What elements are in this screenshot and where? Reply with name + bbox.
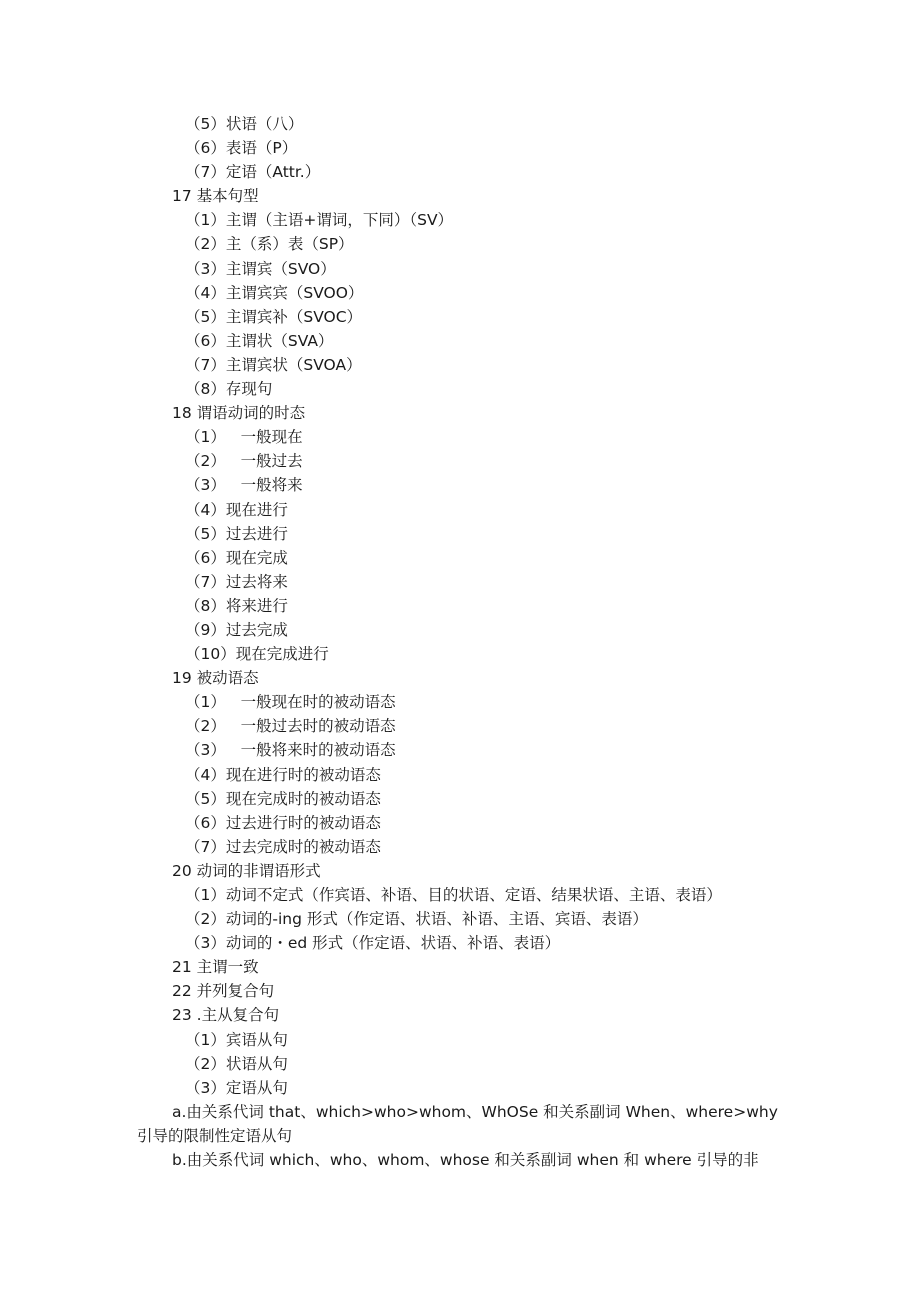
- list-item: （10）现在完成进行: [185, 645, 329, 664]
- list-item: （1） 一般现在: [185, 428, 303, 447]
- section-heading: 20 动词的非谓语形式: [172, 861, 321, 880]
- list-item: （3） 一般将来时的被动语态: [185, 741, 396, 760]
- list-item: （2） 一般过去: [185, 452, 303, 471]
- paragraph-line: a.由关系代词 that、which>who>whom、WhOSe 和关系副词 When、where>why: [172, 1102, 778, 1121]
- list-item: （7）定语（Attr.）: [185, 163, 321, 182]
- list-item: （5）状语（八）: [185, 115, 304, 133]
- list-item: （2）状语从句: [185, 1054, 288, 1073]
- list-item: （4）现在进行: [185, 500, 288, 519]
- list-item: （5）过去进行: [185, 524, 288, 543]
- paragraph-line: b.由关系代词 which、who、whom、whose 和关系副词 when 和 where 引导的非: [172, 1151, 759, 1170]
- paragraph-line: 引导的限制性定语从句: [137, 1126, 293, 1145]
- list-item: （5）现在完成时的被动语态: [185, 789, 381, 808]
- section-heading: 18 谓语动词的时态: [172, 404, 306, 423]
- list-item: （3）主谓宾（SVO）: [185, 259, 336, 278]
- list-item: （6）表语（P）: [185, 139, 298, 158]
- list-item: （6）现在完成: [185, 548, 288, 567]
- section-heading: 21 主谓一致: [172, 958, 259, 977]
- document-page: [0, 112, 920, 1172]
- list-item: （4）现在进行时的被动语态: [185, 765, 381, 784]
- list-item: （1）宾语从句: [185, 1030, 288, 1049]
- list-item: （2）动词的-ing 形式（作定语、状语、补语、主语、宾语、表语）: [185, 910, 648, 929]
- list-item: （8）存现句: [185, 380, 273, 399]
- list-item: （4）主谓宾宾（SVOO）: [185, 283, 364, 302]
- list-item: （3）定语从句: [185, 1078, 288, 1097]
- list-item: （7）过去完成时的被动语态: [185, 837, 381, 856]
- list-item: （7）主谓宾状（SVOA）: [185, 355, 362, 374]
- list-item: （2）主（系）表（SP）: [185, 235, 354, 254]
- section-heading: 22 并列复合句: [172, 982, 275, 1001]
- list-item: （8）将来进行: [185, 596, 288, 615]
- list-item: （6）主谓状（SVA）: [185, 331, 334, 350]
- list-item: （5）主谓宾补（SVOC）: [185, 307, 363, 326]
- list-item: （3）动词的・ed 形式（作定语、状语、补语、表语）: [185, 934, 561, 953]
- list-item: （1）主谓（主语+谓词，下同）（SV）: [185, 211, 454, 230]
- list-item: （3） 一般将来: [185, 476, 303, 495]
- list-item: （7）过去将来: [185, 572, 288, 591]
- list-item: （6）过去进行时的被动语态: [185, 813, 381, 832]
- list-item: （1）动词不定式（作宾语、补语、目的状语、定语、结果状语、主语、表语）: [185, 886, 722, 904]
- list-item: （2） 一般过去时的被动语态: [185, 717, 396, 736]
- section-heading: 17 基本句型: [172, 187, 259, 206]
- list-item: （9）过去完成: [185, 620, 288, 639]
- list-item: （1） 一般现在时的被动语态: [185, 693, 396, 712]
- section-heading: 23 .主从复合句: [172, 1006, 280, 1025]
- section-heading: 19 被动语态: [172, 669, 259, 688]
